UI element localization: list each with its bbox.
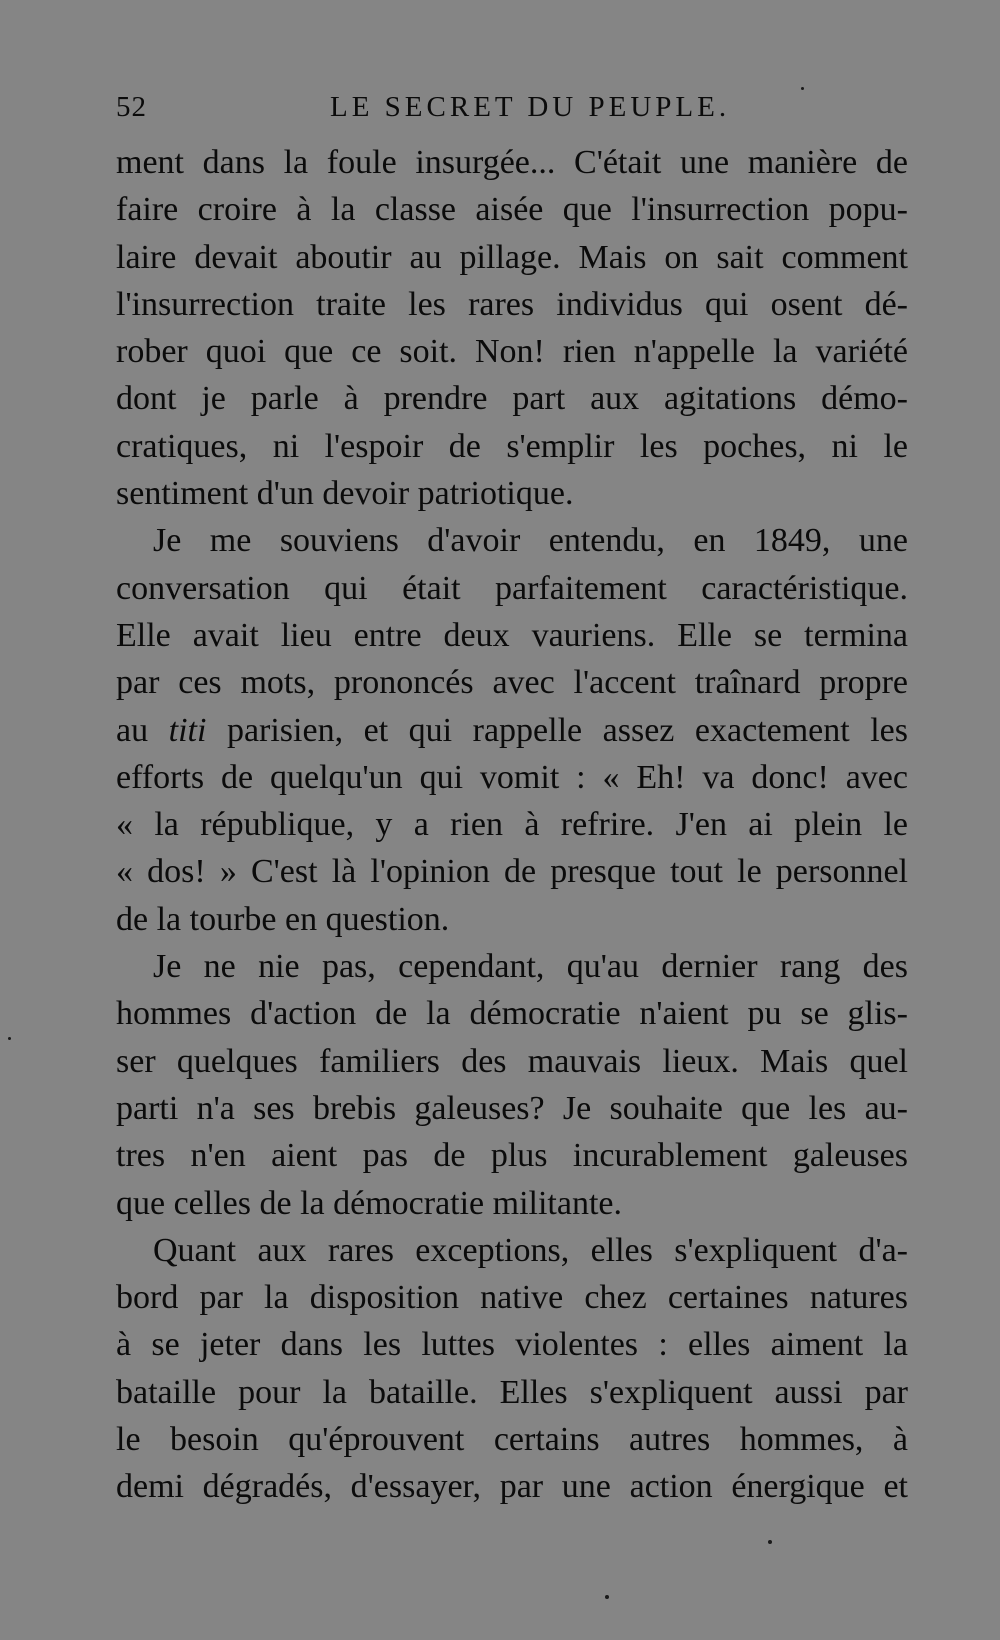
- text-line: le besoin qu'éprouvent certains autres hommes, à: [116, 1421, 908, 1459]
- text-line: Je me souviens d'avoir entendu, en 1849, une: [153, 522, 908, 560]
- text-line: Quant aux rares exceptions, elles s'expliquent d'a-: [153, 1231, 908, 1269]
- text-line: conversation qui était parfaitement caractéristique.: [116, 569, 908, 607]
- text-line: par ces mots, prononcés avec l'accent traînard propre: [116, 664, 908, 702]
- scan-speck: [768, 1540, 772, 1544]
- text-line-with-italic: [116, 707, 908, 754]
- text-fragment: au: [116, 711, 169, 749]
- text-line: l'insurrection traite les rares individus qui osent dé-: [116, 285, 908, 323]
- text-line: de la tourbe en question.: [116, 900, 450, 938]
- text-line: bataille pour la bataille. Elles s'expliquent aussi par: [116, 1373, 908, 1411]
- text-fragment: parisien, et qui rappelle assez exactement les: [206, 711, 908, 749]
- scan-speck: [801, 87, 804, 90]
- text-line: bord par la disposition native chez certaines natures: [116, 1279, 908, 1317]
- running-title: LE SECRET DU PEUPLE.: [330, 91, 731, 123]
- text-line: efforts de quelqu'un qui vomit : « Eh! va donc! avec: [116, 758, 908, 796]
- text-line: laire devait aboutir au pillage. Mais on sait comment: [116, 238, 908, 276]
- text-line: ser quelques familiers des mauvais lieux. Mais quel: [116, 1042, 908, 1080]
- text-line: Je ne nie pas, cependant, qu'au dernier rang des: [153, 948, 908, 986]
- text-line: tres n'en aient pas de plus incurablement galeuses: [116, 1137, 908, 1175]
- text-line: parti n'a ses brebis galeuses? Je souhaite que les au-: [116, 1089, 908, 1127]
- text-line: hommes d'action de la démocratie n'aient pu se glis-: [116, 995, 908, 1033]
- scan-speck: [8, 1037, 11, 1040]
- text-line: demi dégradés, d'essayer, par une action énergique et: [116, 1468, 908, 1506]
- page-header: [116, 88, 908, 128]
- text-line: « dos! » C'est là l'opinion de presque tout le personnel: [116, 853, 908, 891]
- text-line: que celles de la démocratie militante.: [116, 1184, 622, 1222]
- italic-word-titi: titi: [168, 711, 207, 749]
- text-line: sentiment d'un devoir patriotique.: [116, 475, 574, 513]
- text-line: dont je parle à prendre part aux agitations démo-: [116, 380, 908, 418]
- text-line: faire croire à la classe aisée que l'insurrection popu-: [116, 191, 908, 229]
- text-line: Elle avait lieu entre deux vauriens. Elle se termina: [116, 616, 908, 654]
- body-text: [116, 139, 908, 1511]
- text-line: rober quoi que ce soit. Non! rien n'appelle la variété: [116, 333, 908, 371]
- text-line: ment dans la foule insurgée... C'était une manière de: [116, 144, 908, 181]
- scan-speck: [605, 1595, 609, 1599]
- text-line: cratiques, ni l'espoir de s'emplir les poches, ni le: [116, 427, 908, 465]
- page-number: 52: [116, 91, 147, 123]
- text-line: « la république, y a rien à refrire. J'en ai plein le: [116, 806, 908, 844]
- text-line: à se jeter dans les luttes violentes : elles aiment la: [116, 1326, 908, 1364]
